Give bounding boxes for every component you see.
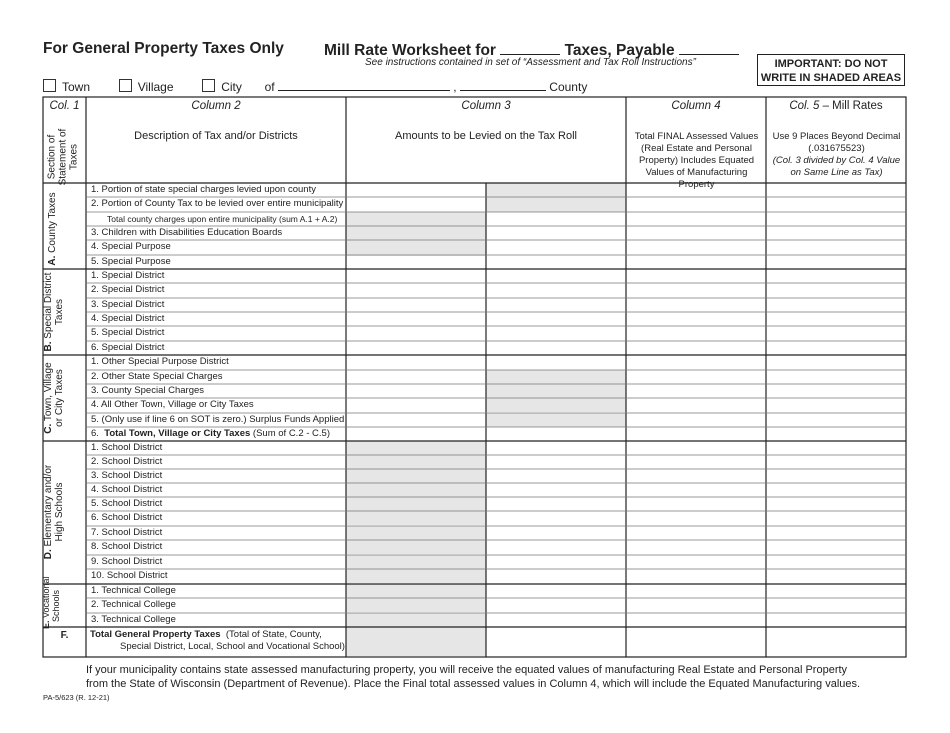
city-label: City [221,80,242,94]
title-part1: Mill Rate Worksheet for [324,42,496,59]
row-d1: 1. School District [91,442,163,453]
row-a5: 5. Special Purpose [91,256,171,267]
row-c2: 2. Other State Special Charges [91,371,223,382]
section-d-label: D. Elementary and/or High Schools [43,464,65,560]
col2-description: Description of Tax and/or Districts [134,130,298,142]
row-b2: 2. Special District [91,284,165,295]
row-c4: 4. All Other Town, Village or City Taxes [91,399,254,410]
section-c-label: C. Town, Village or City Taxes [43,362,65,434]
row-f: Total General Property Taxes (Total of State, County, Special District, Local, School and Vocational School) [90,629,345,652]
col5-desc-line2: (.031675523) [808,143,865,154]
row-d4: 4. School District [91,484,163,495]
col5-desc-line3: (Col. 3 divided by Col. 4 Value on Same Line as Tax) [772,155,901,178]
footer-note [86,663,906,691]
county-label: County [549,80,588,94]
row-e2: 2. Technical College [91,599,176,610]
row-a1: 1. Portion of state special charges levied upon county [91,184,316,195]
town-label: Town [62,80,91,94]
col4-header: Column 4 [671,100,721,112]
title-part2: Taxes, Payable [564,42,675,59]
row-d6: 6. School District [91,512,163,523]
footer-line1: If your municipality contains state assessed manufacturing property, you will receive the equated values of manufacturing Real Estate and Personal Property [86,664,848,676]
row-d5: 5. School District [91,498,163,509]
row-a3: 3. Children with Disabilities Education Boards [91,227,283,238]
row-e3: 3. Technical College [91,614,176,625]
row-a4: 4. Special Purpose [91,241,171,252]
col1-header: Col. 1 [49,100,80,112]
col1-description: Section of Statement of Taxes [46,128,80,186]
footer-line2: from the State of Wisconsin (Department of Revenue). Place the Final total assessed values in Column 4, which will include the Equated Manufacturing values. [86,678,861,690]
of-label: of [264,80,275,94]
row-d9: 9. School District [91,556,163,567]
row-a2: 2. Portion of County Tax to be levied over entire municipality [91,198,344,209]
row-c5: 5. (Only use if line 6 on SOT is zero.) Surplus Funds Applied [91,414,345,425]
important-box: IMPORTANT: DO NOT WRITE IN SHADED AREAS [757,54,905,86]
section-e-label: E. Vocational Schools [41,576,61,629]
row-d8: 8. School District [91,541,163,552]
col2-header: Column 2 [191,100,241,112]
row-c6: 6. Total Town, Village or City Taxes (Sum of C.2 - C.5) [91,428,330,439]
row-b6: 6. Special District [91,342,165,353]
col3-header: Column 3 [461,100,511,112]
col5-description [767,131,906,179]
col3-description: Amounts to be Levied on the Tax Roll [394,130,578,142]
row-a-total: Total county charges upon entire municipality (sum A.1 + A.2) [107,214,338,224]
col5-header: Col. 5 – Mill Rates [789,100,883,112]
col4-description: Total FINAL Assessed Values (Real Estate and Personal Property) Includes Equated Values of Manufacturing Property [634,131,759,190]
row-c1: 1. Other Special Purpose District [91,356,229,367]
row-e1: 1. Technical College [91,585,176,596]
instructions-note: See instructions contained in set of “Assessment and Tax Roll Instructions” [365,57,696,68]
row-b3: 3. Special District [91,299,165,310]
section-a-label: A. County Taxes [47,192,58,266]
section-b-label: B. Special District Taxes [43,272,65,352]
row-c3: 3. County Special Charges [91,385,205,396]
row-b1: 1. Special District [91,270,165,281]
section-f-label: F. [60,630,69,641]
row-d3: 3. School District [91,470,163,481]
form-left-title: For General Property Taxes Only [43,40,284,57]
row-d7: 7. School District [91,527,163,538]
comma: , [453,80,457,94]
col5-desc-line1: Use 9 Places Beyond Decimal [772,131,901,142]
row-d10: 10. School District [91,570,168,581]
form-number: PA-5/623 (R. 12-21) [43,693,110,702]
row-d2: 2. School District [91,456,163,467]
row-b4: 4. Special District [91,313,165,324]
village-label: Village [137,80,174,94]
row-b5: 5. Special District [91,327,165,338]
